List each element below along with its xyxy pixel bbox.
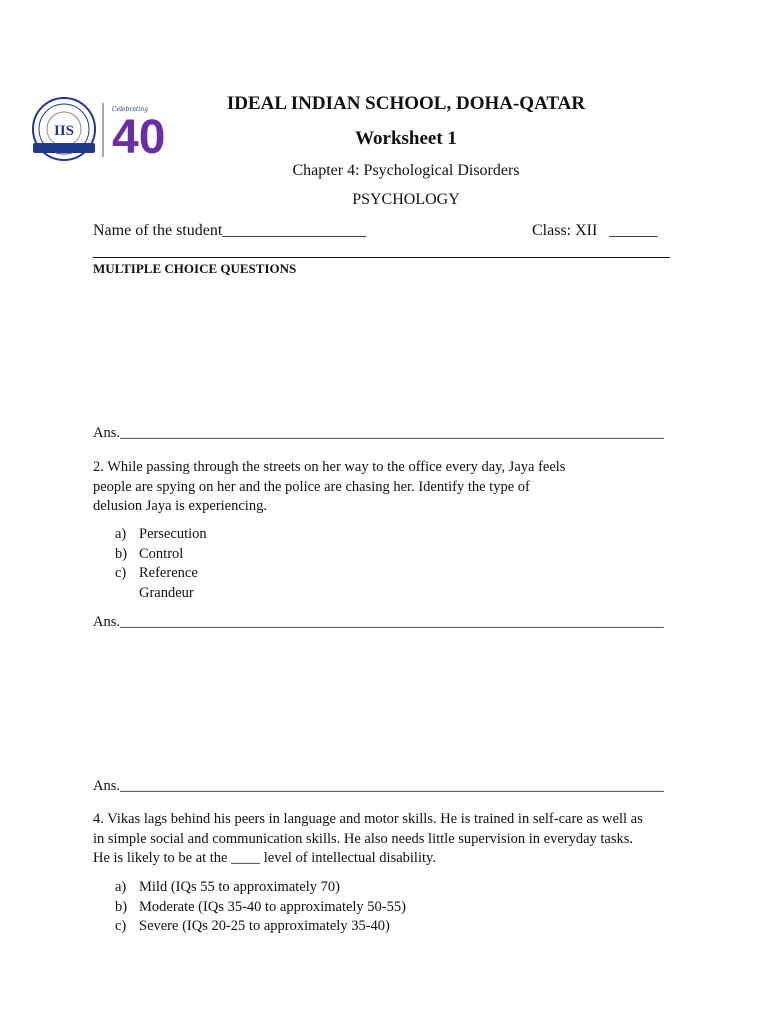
answer-label: Ans. bbox=[93, 778, 120, 794]
question-4 bbox=[93, 810, 693, 869]
question-2-options bbox=[115, 525, 207, 603]
school-name: IDEAL INDIAN SCHOOL, DOHA-QATAR bbox=[226, 93, 586, 114]
question-line: He is likely to be at the ____ level of intellectual disability. bbox=[93, 850, 436, 866]
option-a[interactable] bbox=[115, 525, 207, 545]
answer-blank: ___________________________________________________________________________ bbox=[120, 778, 664, 794]
option-c[interactable] bbox=[115, 564, 207, 584]
section-title: MULTIPLE CHOICE QUESTIONS bbox=[93, 261, 297, 276]
answer-label: Ans. bbox=[93, 614, 120, 630]
option-label: c) bbox=[115, 565, 127, 581]
option-text: Moderate (IQs 35-40 to approximately 50-55) bbox=[139, 898, 406, 915]
option-text: Severe (IQs 20-25 to approximately 35-40) bbox=[139, 918, 390, 934]
class-blank: ______ bbox=[609, 222, 658, 239]
option-text: Grandeur bbox=[139, 584, 194, 601]
student-name-field[interactable] bbox=[93, 222, 366, 240]
question-2 bbox=[93, 458, 565, 517]
chapter-title: Chapter 4: Psychological Disorders bbox=[292, 162, 520, 179]
student-name-blank: __________________ bbox=[222, 222, 367, 239]
question-line: 4. Vikas lags behind his peers in language and motor skills. He is trained in self-care as well as bbox=[93, 811, 643, 827]
option-label: c) bbox=[115, 918, 127, 934]
question-4-options bbox=[115, 878, 406, 937]
option-a[interactable] bbox=[115, 878, 406, 898]
option-d[interactable] bbox=[115, 584, 207, 604]
option-b[interactable] bbox=[115, 898, 406, 918]
answer-line[interactable] bbox=[93, 777, 664, 797]
logo-celebrating-text: Celebrating bbox=[112, 106, 148, 113]
question-line: delusion Jaya is experiencing. bbox=[93, 498, 267, 514]
question-line: in simple social and communication skills. He also needs little supervision in everyday tasks. bbox=[93, 830, 634, 847]
option-b[interactable] bbox=[115, 545, 207, 565]
option-label: a) bbox=[115, 526, 127, 542]
class-label: Class: XII bbox=[532, 222, 598, 239]
class-field[interactable] bbox=[532, 222, 657, 240]
answer-line[interactable] bbox=[93, 613, 664, 633]
header-divider bbox=[93, 257, 670, 258]
option-label: b) bbox=[115, 545, 128, 562]
answer-line[interactable] bbox=[93, 424, 664, 444]
option-text: Mild (IQs 55 to approximately 70) bbox=[139, 879, 340, 895]
question-line: people are spying on her and the police are chasing her. Identify the type of bbox=[93, 478, 530, 495]
logo-anniversary-number: 40 bbox=[112, 111, 166, 163]
logo-badge-text: IIS bbox=[53, 123, 75, 139]
question-line: 2. While passing through the streets on her way to the office every day, Jaya feels bbox=[93, 459, 566, 475]
subject-title: PSYCHOLOGY bbox=[352, 191, 460, 208]
answer-blank: ___________________________________________________________________________ bbox=[120, 425, 664, 441]
option-text: Reference bbox=[139, 565, 198, 581]
option-label: a) bbox=[115, 879, 127, 895]
answer-label: Ans. bbox=[93, 425, 120, 441]
option-text: Persecution bbox=[139, 526, 207, 542]
student-name-label: Name of the student bbox=[93, 222, 223, 239]
option-label: b) bbox=[115, 898, 128, 915]
worksheet-title: Worksheet 1 bbox=[355, 128, 457, 149]
option-text: Control bbox=[139, 545, 184, 562]
option-c[interactable] bbox=[115, 917, 406, 937]
answer-blank: ___________________________________________________________________________ bbox=[120, 614, 664, 630]
